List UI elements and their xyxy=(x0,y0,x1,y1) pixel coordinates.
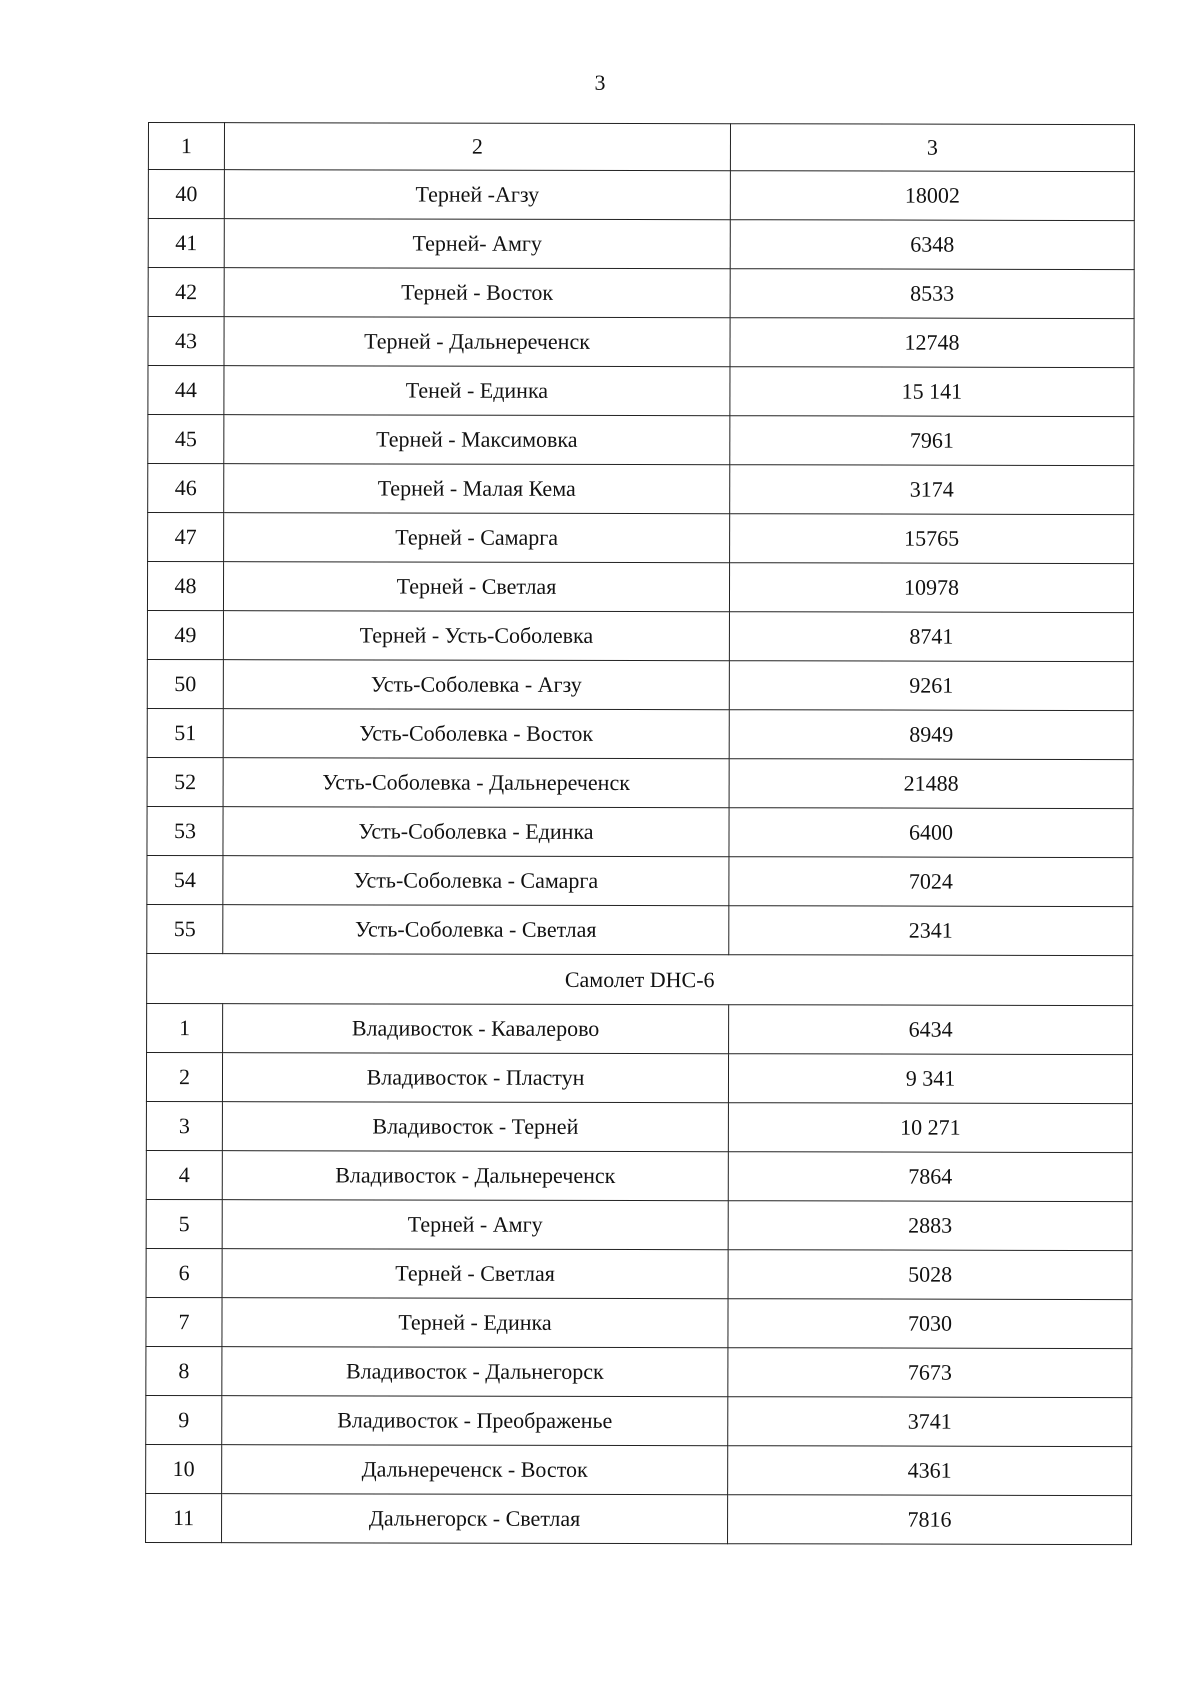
table-row xyxy=(146,1297,1132,1348)
row-number-cell: 5 xyxy=(146,1199,222,1248)
value-cell: 2883 xyxy=(728,1201,1132,1251)
value-cell: 6400 xyxy=(729,808,1133,858)
table-row xyxy=(148,366,1134,417)
row-number-cell: 6 xyxy=(146,1248,222,1297)
table-row xyxy=(148,268,1134,319)
section-header-row xyxy=(147,953,1133,1005)
route-cell: Владивосток - Дальнегорск xyxy=(222,1347,728,1397)
table-row xyxy=(146,1248,1132,1299)
table-row xyxy=(146,1101,1132,1152)
table-row xyxy=(146,1052,1132,1103)
route-cell: Усть-Соболевка - Самарга xyxy=(223,856,729,906)
table-row xyxy=(147,855,1133,906)
value-cell: 3174 xyxy=(730,465,1134,515)
table-row xyxy=(147,611,1133,662)
route-cell: Усть-Соболевка - Дальнереченск xyxy=(223,758,729,808)
value-cell: 8533 xyxy=(730,269,1134,319)
value-cell: 5028 xyxy=(728,1250,1132,1300)
row-number-cell: 52 xyxy=(147,757,223,806)
value-cell: 6348 xyxy=(730,220,1134,270)
route-cell: Терней -Агзу xyxy=(224,170,730,220)
value-cell: 3741 xyxy=(728,1397,1132,1447)
table-row xyxy=(146,1444,1132,1495)
row-number-cell: 3 xyxy=(146,1101,222,1150)
table-header-row xyxy=(148,123,1134,172)
row-number-cell: 44 xyxy=(148,366,224,415)
section-title: Самолет DHC-6 xyxy=(147,953,1133,1005)
route-cell: Терней - Дальнереченск xyxy=(224,317,730,367)
route-cell: Терней - Восток xyxy=(224,268,730,318)
row-number-cell: 46 xyxy=(148,464,224,513)
table-row xyxy=(146,1150,1132,1201)
value-cell: 8741 xyxy=(729,612,1133,662)
table-row xyxy=(146,1199,1132,1250)
routes-table xyxy=(145,122,1135,1545)
row-number-cell: 7 xyxy=(146,1297,222,1346)
value-cell: 21488 xyxy=(729,759,1133,809)
value-cell: 7864 xyxy=(728,1152,1132,1202)
route-cell: Терней - Самарга xyxy=(224,513,730,563)
table-row xyxy=(147,659,1133,710)
value-cell: 7673 xyxy=(728,1348,1132,1398)
route-cell: Усть-Соболевка - Светлая xyxy=(223,905,729,955)
route-cell: Владивосток - Дальнереченск xyxy=(222,1151,728,1201)
value-cell: 8949 xyxy=(729,710,1133,760)
value-cell: 7030 xyxy=(728,1299,1132,1349)
route-cell: Дальнегорск - Светлая xyxy=(222,1494,728,1544)
row-number-cell: 49 xyxy=(147,611,223,660)
table-row xyxy=(147,562,1133,613)
row-number-cell: 54 xyxy=(147,855,223,904)
value-cell: 18002 xyxy=(730,171,1134,221)
row-number-cell: 2 xyxy=(146,1052,222,1101)
value-cell: 15 141 xyxy=(730,367,1134,417)
value-cell: 10978 xyxy=(729,563,1133,613)
route-cell: Терней - Светлая xyxy=(223,562,729,612)
route-cell: Теней - Единка xyxy=(224,366,730,416)
table-row xyxy=(147,1003,1133,1054)
row-number-cell: 55 xyxy=(147,904,223,953)
value-cell: 6434 xyxy=(729,1005,1133,1055)
value-cell: 7024 xyxy=(729,857,1133,907)
table-row xyxy=(147,904,1133,955)
route-cell: Терней - Малая Кема xyxy=(224,464,730,514)
route-cell: Терней - Амгу xyxy=(222,1200,728,1250)
table-row xyxy=(147,708,1133,759)
table-row xyxy=(148,219,1134,270)
table-row xyxy=(148,170,1134,221)
row-number-cell: 11 xyxy=(146,1493,222,1542)
table-row xyxy=(146,1395,1132,1446)
row-number-cell: 50 xyxy=(147,659,223,708)
route-cell: Терней - Усть-Соболевка xyxy=(223,611,729,661)
route-cell: Усть-Соболевка - Единка xyxy=(223,807,729,857)
table-row xyxy=(147,757,1133,808)
value-cell: 4361 xyxy=(728,1446,1132,1496)
route-cell: Владивосток - Терней xyxy=(222,1102,728,1152)
row-number-cell: 45 xyxy=(148,415,224,464)
row-number-cell: 51 xyxy=(147,708,223,757)
table-row xyxy=(148,464,1134,515)
value-cell: 12748 xyxy=(730,318,1134,368)
row-number-cell: 53 xyxy=(147,806,223,855)
table-row xyxy=(148,415,1134,466)
route-cell: Усть-Соболевка - Агзу xyxy=(223,660,729,710)
route-cell: Дальнереченск - Восток xyxy=(222,1445,728,1495)
route-cell: Усть-Соболевка - Восток xyxy=(223,709,729,759)
table-row xyxy=(146,1493,1132,1544)
row-number-cell: 1 xyxy=(147,1003,223,1052)
value-cell: 7961 xyxy=(730,416,1134,466)
route-cell: Владивосток - Преображенье xyxy=(222,1396,728,1446)
header-cell-number: 1 xyxy=(148,123,224,170)
value-cell: 7816 xyxy=(728,1495,1132,1545)
row-number-cell: 8 xyxy=(146,1346,222,1395)
route-cell: Терней - Единка xyxy=(222,1298,728,1348)
row-number-cell: 9 xyxy=(146,1395,222,1444)
value-cell: 10 271 xyxy=(728,1103,1132,1153)
route-cell: Владивосток - Пластун xyxy=(222,1053,728,1103)
value-cell: 15765 xyxy=(730,514,1134,564)
row-number-cell: 10 xyxy=(146,1444,222,1493)
table-row xyxy=(147,806,1133,857)
page-number: 3 xyxy=(594,70,606,95)
header-cell-route: 2 xyxy=(224,123,730,171)
route-cell: Терней- Амгу xyxy=(224,219,730,269)
row-number-cell: 47 xyxy=(148,513,224,562)
value-cell: 2341 xyxy=(729,906,1133,956)
row-number-cell: 41 xyxy=(148,219,224,268)
route-cell: Терней - Максимовка xyxy=(224,415,730,465)
table-row xyxy=(148,513,1134,564)
route-cell: Владивосток - Кавалерово xyxy=(223,1004,729,1054)
row-number-cell: 4 xyxy=(146,1150,222,1199)
table-row xyxy=(148,317,1134,368)
header-cell-value: 3 xyxy=(730,124,1134,172)
row-number-cell: 43 xyxy=(148,317,224,366)
value-cell: 9 341 xyxy=(728,1054,1132,1104)
row-number-cell: 40 xyxy=(148,170,224,219)
value-cell: 9261 xyxy=(729,661,1133,711)
route-cell: Терней - Светлая xyxy=(222,1249,728,1299)
routes-table-body xyxy=(146,123,1135,1545)
row-number-cell: 42 xyxy=(148,268,224,317)
row-number-cell: 48 xyxy=(147,562,223,611)
table-row xyxy=(146,1346,1132,1397)
